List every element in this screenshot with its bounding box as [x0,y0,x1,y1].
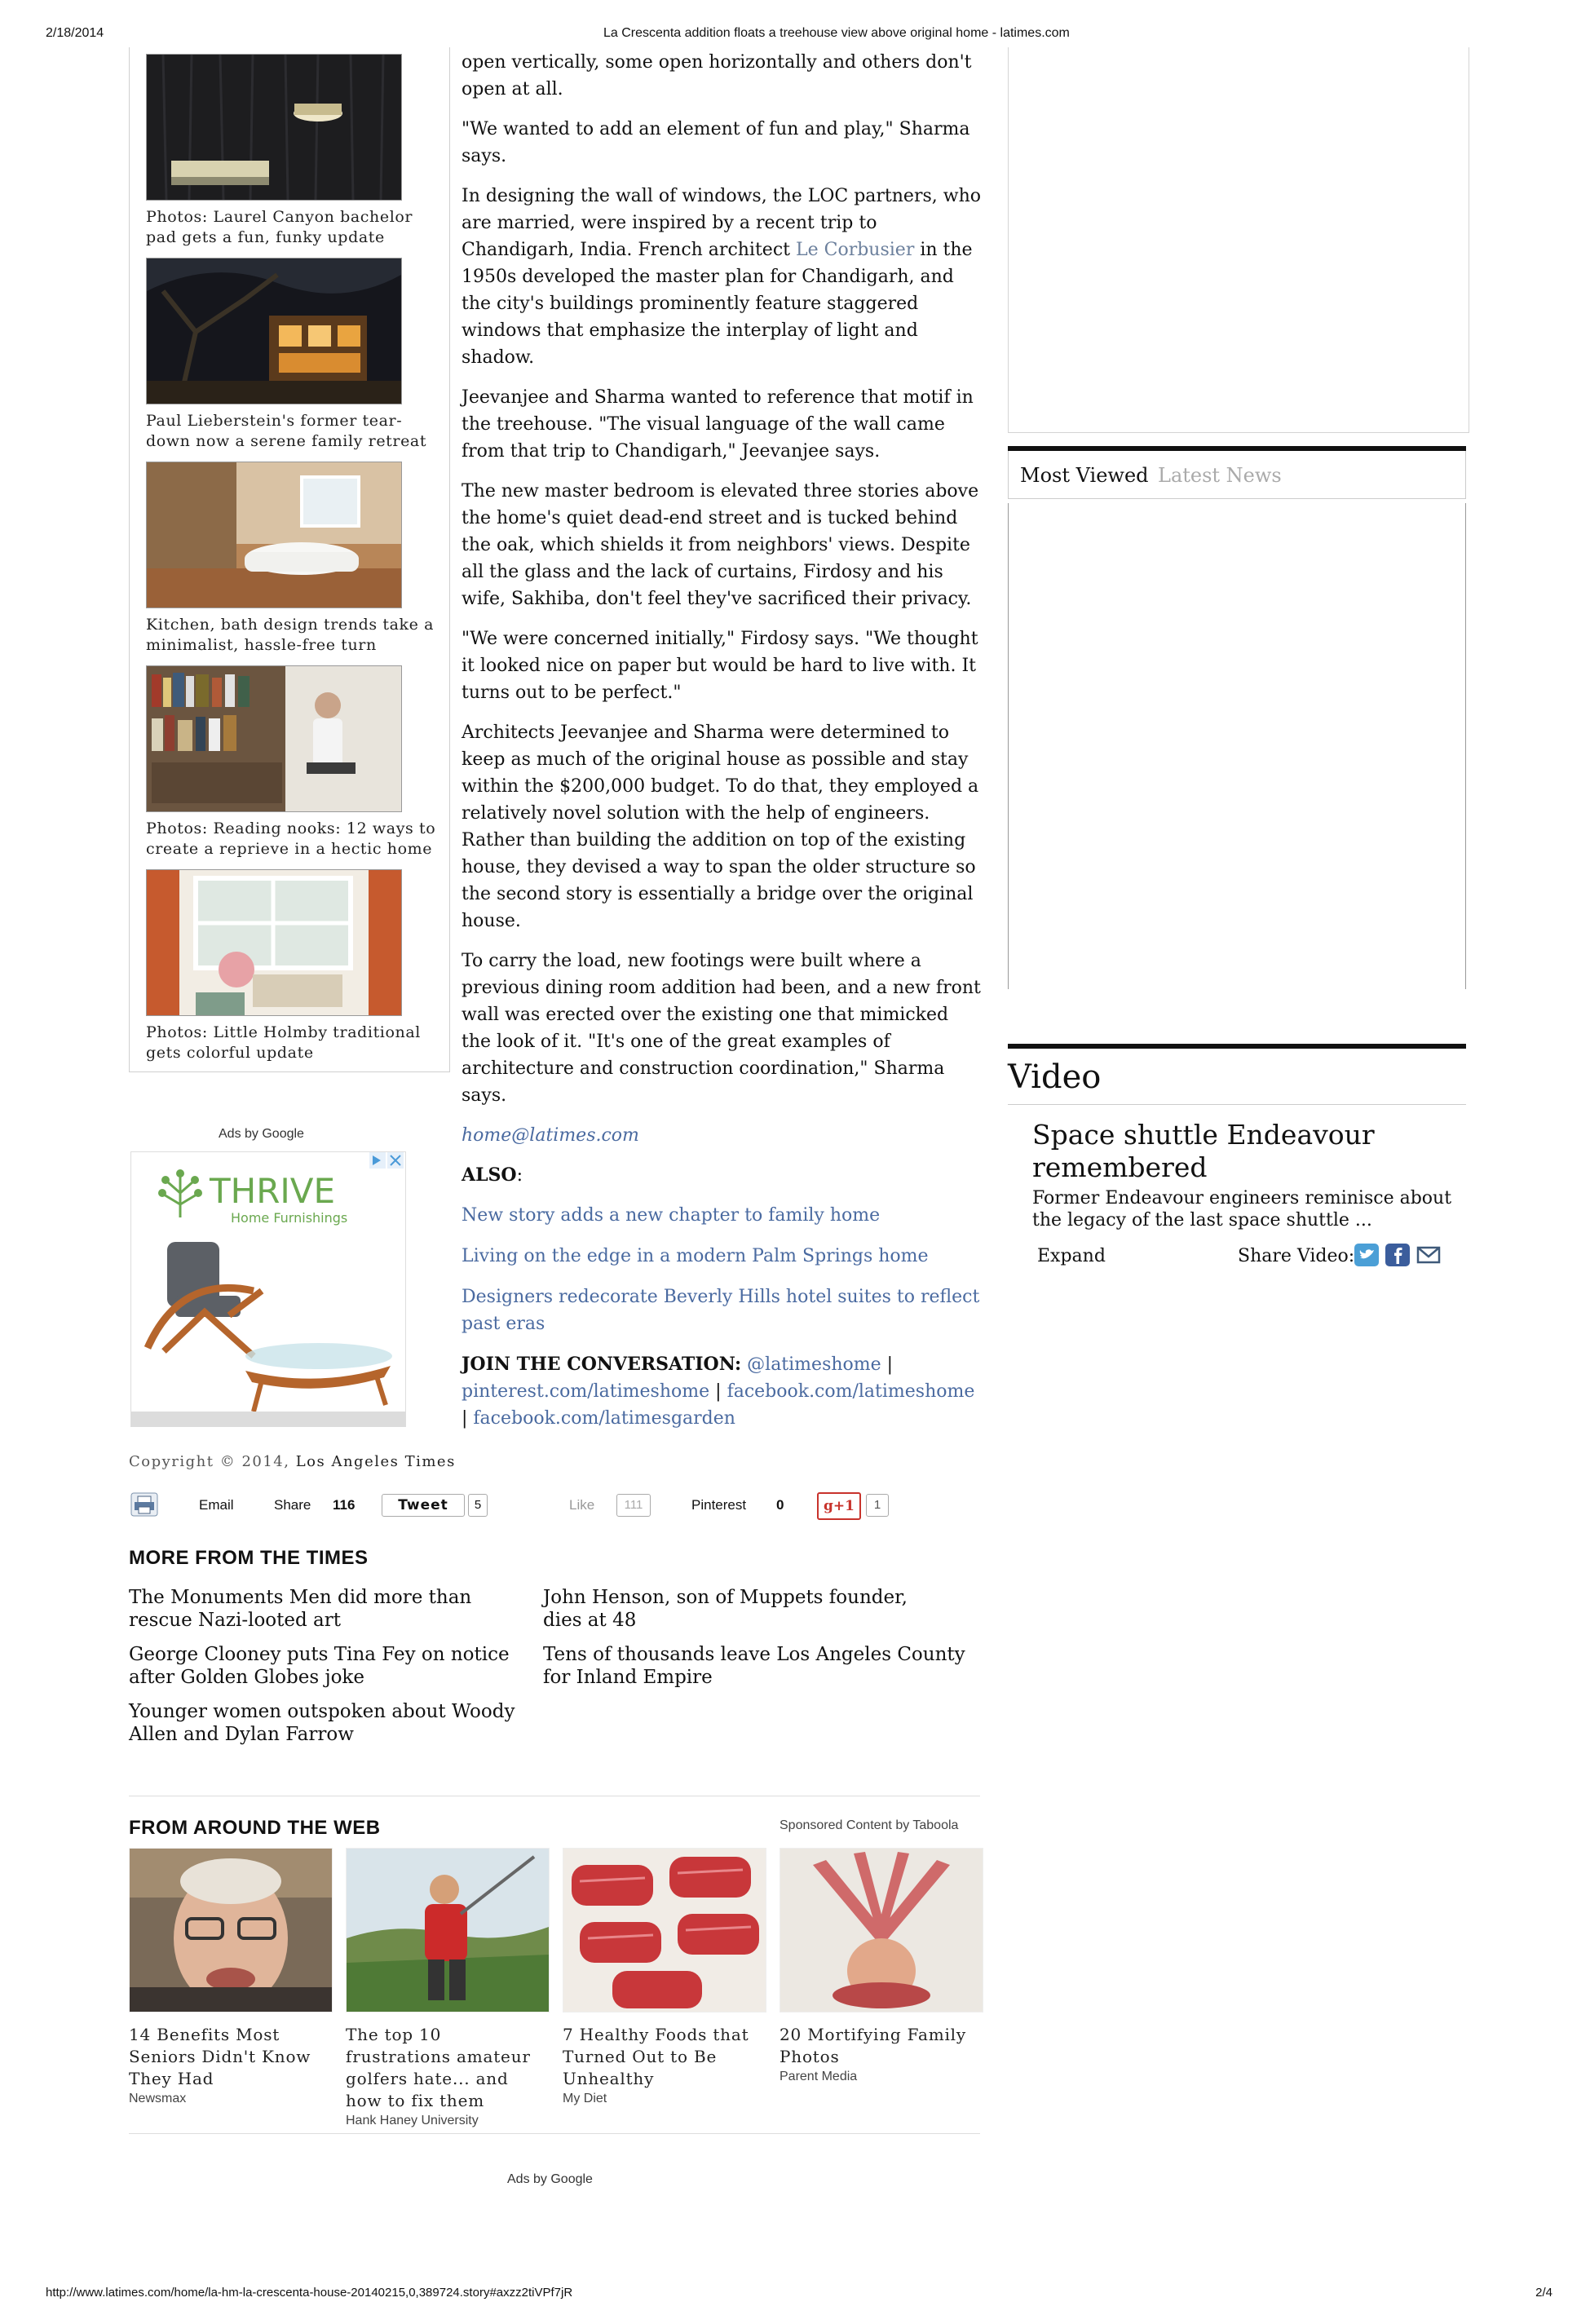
related-photos-rail [129,47,450,1072]
tweet-count: 5 [468,1494,488,1517]
video-description: Former Endeavour engineers reminisce about the legacy of the last space shuttle ... [1032,1188,1452,1230]
ad-brand: THRIVE [210,1171,336,1211]
around-web-heading: FROM AROUND THE WEB [129,1817,381,1839]
web-card[interactable] [563,1848,766,2106]
ads-by-google-label[interactable]: Ads by Google [219,1127,304,1141]
article-paragraph: In designing the wall of windows, the LOC partners, who are married, were inspired by a recent trip to Chandigarh, India. French architect Le Corbusier in the 1950s developed the master plan for Chandigarh, and the city's buildings prominently feature staggered windows that emphasize the interplay of light and shadow. [462,186,981,368]
print-icon[interactable] [130,1492,158,1521]
article-paragraph: Jeevanjee and Sharma wanted to reference that motif in the treehouse. "The visual language of the wall came from that trip to Chandigarh," Jeevanjee says. [462,387,974,462]
article-paragraph: "We wanted to add an element of fun and play," Sharma says. [462,119,970,166]
web-card-image[interactable] [129,1848,333,2013]
taboola-sponsored-label[interactable]: Sponsored Content by Taboola [780,1818,959,1832]
more-times-link[interactable]: John Henson, son of Muppets founder, dies at 48 [543,1587,908,1631]
print-title: La Crescenta addition floats a treehouse view above original home - latimes.com [603,26,1070,40]
thumb-caption[interactable]: Photos: Reading nooks: 12 ways to create a reprieve in a hectic home [146,820,436,858]
video-expand-button[interactable]: Expand [1037,1246,1106,1266]
article-paragraph [462,1122,983,1149]
web-card-caption[interactable]: 20 Mortifying Family Photos [780,2025,966,2066]
video-section-title: Video [1008,1058,1102,1096]
thumb-little-holmby[interactable] [146,869,402,1016]
video-widget [1008,1044,1466,1266]
more-times-link[interactable]: The Monuments Men did more than rescue Nazi-looted art [129,1587,472,1631]
ad-tagline: Home Furnishings [231,1210,348,1226]
section-divider [129,2133,980,2134]
more-times-link[interactable]: Tens of thousands leave Los Angeles County for Inland Empire [543,1644,965,1688]
web-card-source: Hank Haney University [346,2114,479,2127]
article-paragraph: Architects Jeevanjee and Sharma were determined to keep as much of the original house as possible and stay within the $200,000 budget. To do that, they employed a relatively novel solution with the help of engineers. Rather than building the addition on top of the existing house, they devised a way to span the older structure so the second story is essentially a bridge over the original house. [462,722,979,931]
thumb-caption[interactable]: Photos: Laurel Canyon bachelor pad gets a fun, funky update [146,208,413,246]
social-share-bar [129,1492,985,1522]
web-card-image[interactable] [780,1848,983,2013]
web-card-source: My Diet [563,2092,607,2105]
web-card-caption[interactable]: 14 Benefits Most Seniors Didn't Know They Had [129,2025,311,2088]
web-card-source: Newsmax [129,2092,187,2105]
most-viewed-tabs [1008,451,1466,499]
pinterest-count: 0 [776,1497,784,1513]
thumb-caption[interactable]: Kitchen, bath design trends take a minimalist, hassle-free turn [146,616,435,654]
thumb-caption[interactable]: Photos: Little Holmby traditional gets colorful update [146,1023,421,1062]
thumb-caption[interactable]: Paul Lieberstein's former tear-down now a serene family retreat [146,412,427,450]
thumb-kitchen-bath[interactable] [146,462,402,608]
le-corbusier-link[interactable]: Le Corbusier [796,240,915,260]
thumb-lieberstein[interactable] [146,258,402,404]
email-icon[interactable] [1416,1243,1442,1267]
web-card-source: Parent Media [780,2070,858,2083]
twitter-icon[interactable] [1354,1243,1380,1267]
facebook-garden-link[interactable]: facebook.com/latimesgarden [473,1408,735,1429]
more-times-link[interactable]: Younger women outspoken about Woody Allen and Dylan Farrow [129,1701,515,1745]
more-times-link[interactable]: George Clooney puts Tina Fey on notice after Golden Globes joke [129,1644,510,1688]
join-label: JOIN THE CONVERSATION: [462,1354,742,1375]
article-paragraph: To carry the load, new footings were built where a previous dining room addition had been, and a new front wall was erected over the existing one that mimicked the look of it. "It's one of the great examples of architecture and construction coordination," Sharma says. [462,951,981,1106]
google-plus-count: 1 [866,1494,889,1517]
more-from-times-heading: MORE FROM THE TIMES [129,1547,369,1569]
facebook-icon[interactable] [1385,1243,1411,1267]
most-viewed-widget [1008,446,1466,989]
pinterest-link[interactable]: pinterest.com/latimeshome [462,1381,710,1402]
video-headline[interactable]: Space shuttle Endeavour remembered [1032,1119,1375,1183]
share-count: 116 [333,1497,356,1513]
also-link[interactable]: New story adds a new chapter to family home [462,1205,881,1226]
web-card-caption[interactable]: 7 Healthy Foods that Turned Out to Be Unhealthy [563,2025,749,2088]
web-card-caption[interactable]: The top 10 frustrations amateur golfers hate... and how to fix them [346,2025,531,2110]
also-link[interactable]: Living on the edge in a modern Palm Springs home [462,1246,929,1266]
email-link[interactable]: home@latimes.com [462,1125,639,1146]
email-share-button[interactable]: Email [199,1497,234,1513]
share-video-icons [1354,1243,1442,1267]
web-card[interactable] [129,1848,333,2106]
web-card-image[interactable] [563,1848,766,2013]
video-divider [1008,1104,1466,1105]
join-conversation: JOIN THE CONVERSATION: @latimeshome | pinterest.com/latimeshome | facebook.com/latimeshome | facebook.com/latimesgarden [462,1354,975,1429]
web-card[interactable] [346,1848,550,2128]
right-rail-ad-slot [1008,47,1469,433]
article-paragraph: The new master bedroom is elevated three stories above the home's quiet dead-end street and is tucked behind the oak, which shields it from neighbors' views. Despite all the glass and the lack of curtains, Firdosy and his wife, Sakhiba, don't feel they've sacrificed their privacy. [462,481,979,609]
share-button[interactable]: Share [274,1497,311,1513]
like-count: 111 [616,1494,651,1517]
share-video-label: Share Video: [1238,1246,1355,1266]
thumb-laurel-canyon[interactable] [146,54,402,201]
print-date: 2/18/2014 [46,26,104,40]
like-button[interactable]: Like [569,1497,595,1513]
article-body [462,49,983,1432]
article-paragraph: "We were concerned initially," Firdosy says. "We thought it looked nice on paper but would be hard to live with. It turns out to be perfect." [462,629,978,703]
article-paragraph: open vertically, some open horizontally and others don't open at all. [462,52,972,99]
also-heading: ALSO: [462,1164,523,1186]
tab-most-viewed[interactable]: Most Viewed [1020,464,1149,487]
pinterest-button[interactable]: Pinterest [691,1497,747,1513]
thumb-reading-nooks[interactable] [146,665,402,812]
tab-latest-news[interactable]: Latest News [1158,464,1282,487]
web-card[interactable] [780,1848,983,2084]
google-plus-button[interactable]: g+1 [817,1492,861,1520]
print-page-number: 2/4 [1535,2286,1552,2300]
thrive-ad[interactable] [130,1151,406,1427]
tweet-button[interactable]: Tweet [382,1494,465,1517]
facebook-home-link[interactable]: facebook.com/latimeshome [727,1381,975,1402]
twitter-handle-link[interactable]: @latimeshome [747,1354,881,1375]
copyright-line: Copyright © 2014, Los Angeles Times [129,1453,456,1470]
ads-by-google-label[interactable]: Ads by Google [507,2172,593,2186]
print-url: http://www.latimes.com/home/la-hm-la-crescenta-house-20140215,0,389724.story#axzz2tiVPf7jR [46,2286,573,2300]
also-link[interactable]: Designers redecorate Beverly Hills hotel suites to reflect past eras [462,1287,980,1334]
most-viewed-list [1008,503,1466,989]
web-card-image[interactable] [346,1848,550,2013]
